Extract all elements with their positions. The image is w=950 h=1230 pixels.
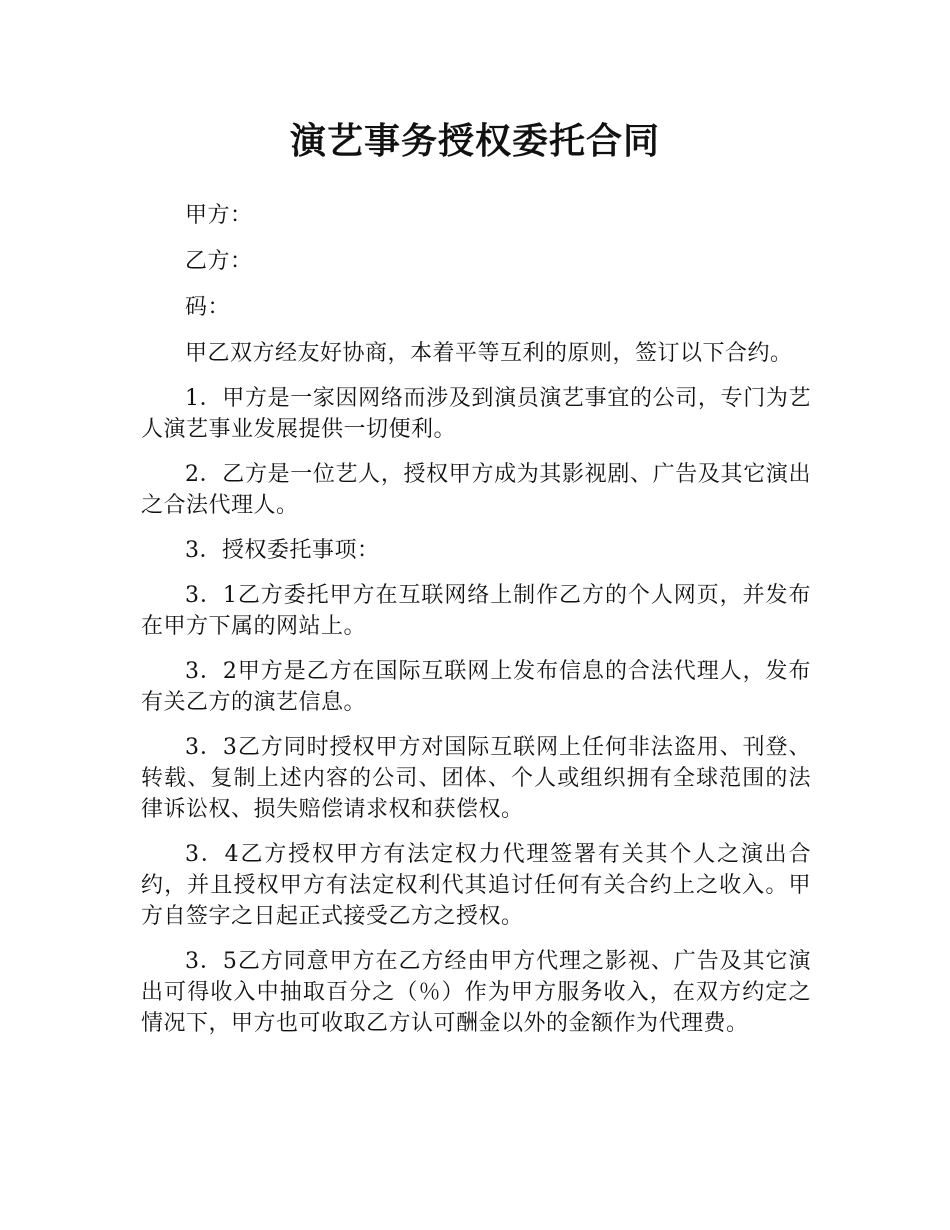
document-title: 演艺事务授权委托合同 [289, 121, 660, 162]
clause-3-5: 3．5乙方同意甲方在乙方经由甲方代理之影视、广告及其它演出可得收入中抽取百分之（％）作为甲方服务收入，在双方约定之情况下，甲方也可收取乙方认可酬金以外的金额作为代理费。 [141, 949, 811, 1036]
clause-2: 2．乙方是一位艺人，授权甲方成为其影视剧、广告及其它演出之合法代理人。 [141, 462, 811, 518]
document-body [141, 200, 811, 1053]
party-a-line: 甲方： [185, 203, 253, 228]
clause-3: 3．授权委托事项： [185, 538, 380, 563]
party-b-line: 乙方： [185, 249, 253, 274]
clause-3-2: 3．2甲方是乙方在国际互联网上发布信息的合法代理人，发布有关乙方的演艺信息。 [141, 659, 811, 715]
code-line: 码： [185, 295, 231, 320]
intro-paragraph: 甲乙双方经友好协商，本着平等互利的原则，签订以下合约。 [185, 341, 793, 366]
clause-3-1: 3．1乙方委托甲方在互联网络上制作乙方的个人网页，并发布在甲方下属的网站上。 [141, 583, 811, 639]
clause-3-3: 3．3乙方同时授权甲方对国际互联网上任何非法盗用、刊登、转载、复制上述内容的公司、团体、个人或组织拥有全球范围的法律诉讼权、损失赔偿请求权和获偿权。 [141, 735, 811, 822]
clause-3-4: 3．4乙方授权甲方有法定权力代理签署有关其个人之演出合约，并且授权甲方有法定权利代其追讨任何有关合约上之收入。甲方自签字之日起正式接受乙方之授权。 [141, 842, 811, 929]
clause-1: 1．甲方是一家因网络而涉及到演员演艺事宜的公司，专门为艺人演艺事业发展提供一切便利。 [141, 386, 811, 442]
